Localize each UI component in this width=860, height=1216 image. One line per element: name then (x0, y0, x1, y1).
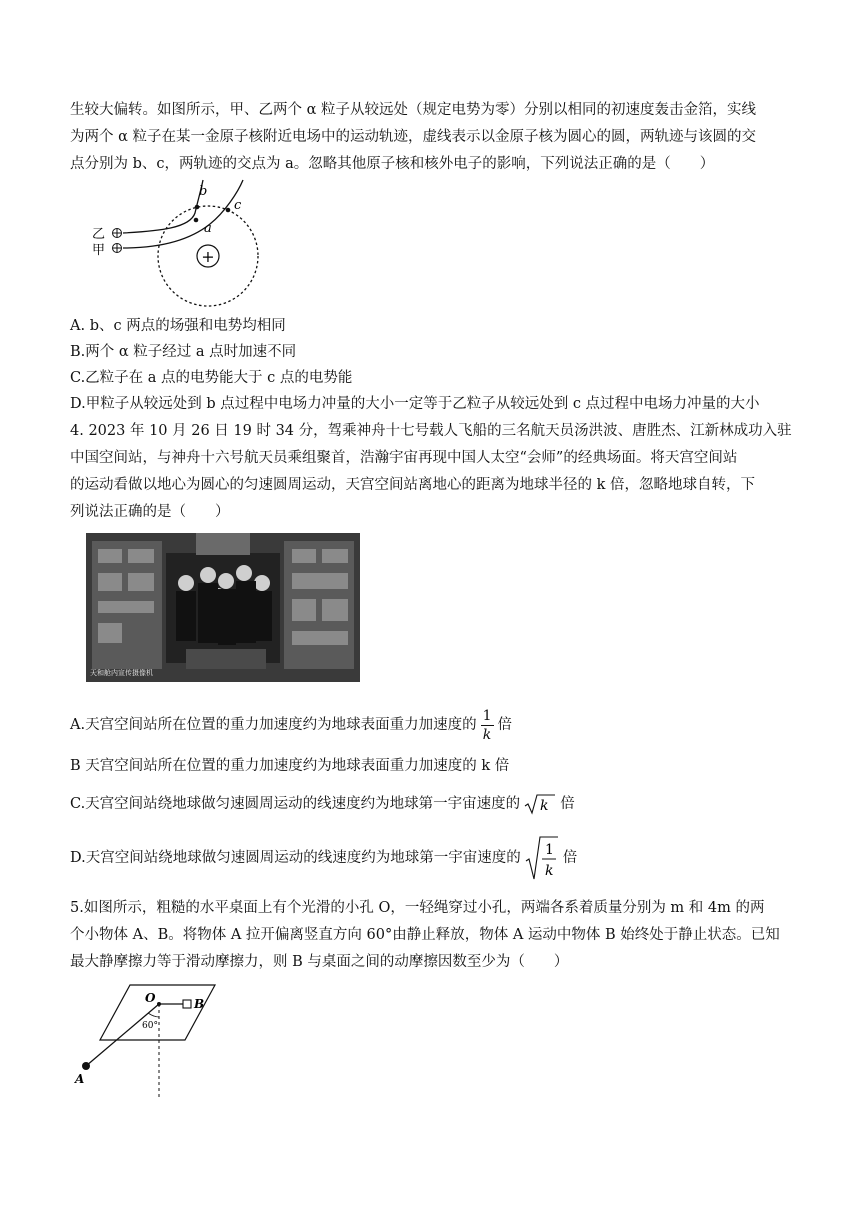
q3-option-b: B.两个 α 粒子经过 a 点时加速不同 (70, 344, 297, 360)
label-c: c (234, 198, 242, 213)
q3-option-d: D.甲粒子从较远处到 b 点过程中电场力冲量的大小一定等于乙粒子从较远处到 c 点过程中电场力冲量的大小 (70, 396, 760, 412)
trajectory-jia (123, 180, 243, 248)
q5-table-rope-figure (70, 980, 230, 1104)
svg-text:k: k (544, 863, 554, 879)
block-b (183, 1000, 191, 1008)
label-jia: 甲 (92, 243, 106, 258)
q4-stem-line-1: 4. 2023 年 10 月 26 日 19 时 34 分，驾乘神舟十七号载人飞船的三名航天员汤洪波、唐胜杰、江新林成功入驻 (70, 423, 792, 439)
q4-option-d-text: D.天宫空间站绕地球做匀速圆周运动的线速度约为地球第一宇宙速度的 (70, 850, 521, 866)
label-b: b (199, 184, 208, 199)
label-a: A (75, 1072, 85, 1086)
q4-option-a-suffix: 倍 (497, 717, 512, 733)
svg-text:k: k (540, 798, 549, 814)
q4-option-c (70, 792, 575, 816)
q4-stem-line-4: 列说法正确的是（ ） (70, 504, 230, 520)
table-surface (100, 985, 215, 1040)
q4-option-d-suffix: 倍 (562, 850, 578, 866)
sqrt-one-over-k (525, 834, 559, 882)
q5-stem-line-2: 个小物体 A、B。将物体 A 拉开偏离竖直方向 60°由静止释放，物体 A 运动中物体 B 始终处于静止状态。已知 (70, 927, 780, 943)
ball-a (82, 1062, 90, 1070)
q4-option-a (70, 706, 512, 744)
label-angle: 60° (142, 1021, 158, 1031)
q4-option-d (70, 834, 577, 882)
q3-option-c: C.乙粒子在 a 点的电势能大于 c 点的电势能 (70, 370, 353, 386)
q3-alpha-scattering-figure (90, 178, 270, 310)
q5-stem-line-3: 最大静摩擦力等于滑动摩擦力，则 B 与桌面之间的动摩擦因数至少为（ ） (70, 954, 569, 970)
point-b (195, 205, 200, 210)
label-b: B (194, 997, 205, 1011)
q3-stem-line-2: 为两个 α 粒子在某一金原子核附近电场中的运动轨迹，虚线表示以金原子核为圆心的圆，两轨迹与该圆的交 (70, 129, 757, 145)
nucleus-sign: + (201, 247, 215, 266)
label-yi: 乙 (92, 227, 106, 242)
q4-option-c-suffix: 倍 (560, 796, 575, 812)
q3-option-a: A. b、c 两点的场强和电势均相同 (70, 318, 286, 334)
q3-stem-line-1: 生较大偏转。如图所示，甲、乙两个 α 粒子从较远处（规定电势为零）分别以相同的初速度轰击金箔，实线 (70, 102, 757, 118)
fraction-one-over-k: $\frac{1}{k}$ (482, 707, 492, 743)
q4-option-c-text: C.天宫空间站绕地球做匀速圆周运动的线速度约为地球第一宇宙速度的 (70, 796, 521, 812)
label-a: a (204, 221, 212, 236)
angle-arc (148, 1013, 159, 1017)
svg-text:1: 1 (544, 842, 554, 858)
point-a (194, 218, 199, 223)
source-jia-icon (113, 244, 122, 253)
sqrt-k (524, 792, 556, 816)
q4-option-b: B 天宫空间站所在位置的重力加速度约为地球表面重力加速度的 k 倍 (70, 758, 510, 774)
q4-stem-line-3: 的运动看做以地心为圆心的匀速圆周运动，天宫空间站离地心的距离为地球半径的 k 倍，忽略地球自转，下 (70, 477, 756, 493)
point-c (226, 208, 231, 213)
q3-stem-line-3: 点分别为 b、c，两轨迹的交点为 a。忽略其他原子核和核外电子的影响，下列说法正确的是（ ） (70, 156, 715, 172)
q4-stem-line-2: 中国空间站，与神舟十六号航天员乘组聚首，浩瀚宇宙再现中国人太空“会师”的经典场面。将天宫空间站 (70, 450, 738, 466)
source-yi-icon (113, 229, 122, 238)
q5-stem-line-1: 5.如图所示，粗糙的水平桌面上有个光滑的小孔 O，一轻绳穿过小孔，两端各系着质量分别为 m 和 4m 的两 (70, 900, 765, 916)
q4-option-a-text: A.天宫空间站所在位置的重力加速度约为地球表面重力加速度的 (70, 717, 477, 733)
photo-caption: 天和舱内宣传摄像机 (90, 669, 153, 677)
trajectory-yi (123, 180, 203, 233)
label-o: O (145, 991, 156, 1005)
space-station-photo (86, 533, 360, 682)
